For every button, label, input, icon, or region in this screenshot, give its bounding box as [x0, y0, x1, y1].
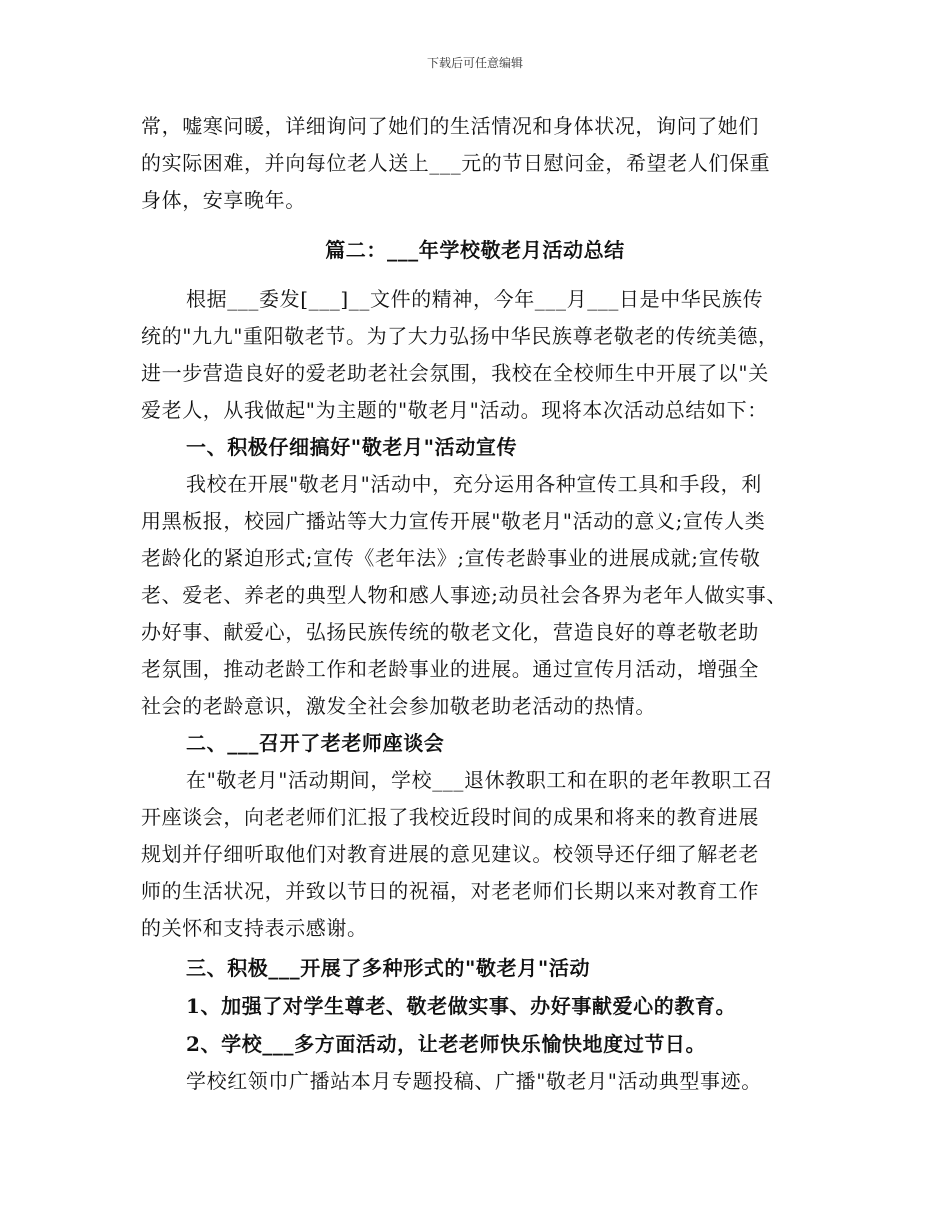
body-line: 常，嘘寒问暖，详细询问了她们的生活情况和身体状况，询问了她们 [141, 114, 759, 138]
para-2-line: 开座谈会，向老老师们汇报了我校近段时间的成果和将来的教育进展 [141, 805, 759, 829]
para-2-line: 的关怀和支持表示感谢。 [141, 916, 368, 940]
para-1-line: 办好事、献爱心，弘扬民族传统的敬老文化，营造良好的尊老敬老助 [141, 620, 759, 644]
heading-3: 三、积极___开展了多种形式的"敬老月"活动 [186, 956, 591, 980]
intro-line: 根据___委发[___]__文件的精神，今年___月___日是中华民族传 [186, 287, 764, 311]
para-2-line: 在"敬老月"活动期间，学校___退休教职工和在职的老年教职工召 [186, 768, 773, 792]
para-1-line: 我校在开展"敬老月"活动中，充分运用各种宣传工具和手段，利 [186, 472, 762, 496]
para-1-line: 老龄化的紧迫形式;宣传《老年法》;宣传老龄事业的进展成就;宣传敬 [141, 546, 761, 570]
body-line: 的实际困难，并向每位老人送上___元的节日慰问金，希望老人们保重 [141, 151, 771, 175]
body-line: 身体，安享晚年。 [141, 188, 306, 212]
para-2-line: 规划并仔细听取他们对教育进展的意见建议。校领导还仔细了解老老 [141, 842, 759, 866]
para-1-line: 老、爱老、养老的典型人物和感人事迹;动员社会各界为老年人做实事、 [141, 583, 787, 607]
sub-item-1: 1、加强了对学生尊老、敬老做实事、办好事献爱心的教育。 [186, 994, 737, 1018]
para-3: 学校红领巾广播站本月专题投稿、广播"敬老月"活动典型事迹。 [186, 1069, 762, 1093]
section-title: 篇二：___年学校敬老月活动总结 [325, 238, 625, 262]
intro-line: 统的"九九"重阳敬老节。为了大力弘扬中华民族尊老敬老的传统美德， [141, 324, 779, 348]
para-2-line: 师的生活状况，并致以节日的祝福，对老老师们长期以来对教育工作 [141, 879, 759, 903]
heading-1: 一、积极仔细搞好"敬老月"活动宣传 [186, 435, 518, 459]
para-1-line: 老氛围，推动老龄工作和老龄事业的进展。通过宣传月活动，增强全 [141, 657, 759, 681]
para-1-line: 用黑板报，校园广播站等大力宣传开展"敬老月"活动的意义;宣传人类 [141, 509, 766, 533]
sub-item-2: 2、学校___多方面活动，让老老师快乐愉快地度过节日。 [186, 1032, 707, 1056]
para-1-line: 社会的老龄意识，激发全社会参加敬老助老活动的热情。 [141, 694, 656, 718]
intro-line: 进一步营造良好的爱老助老社会氛围，我校在全校师生中开展了以"关 [141, 361, 769, 385]
heading-2: 二、___召开了老老师座谈会 [186, 731, 445, 755]
intro-line: 爱老人，从我做起"为主题的"敬老月"活动。现将本次活动总结如下： [141, 398, 768, 422]
header-note: 下载后可任意编辑 [426, 56, 523, 70]
